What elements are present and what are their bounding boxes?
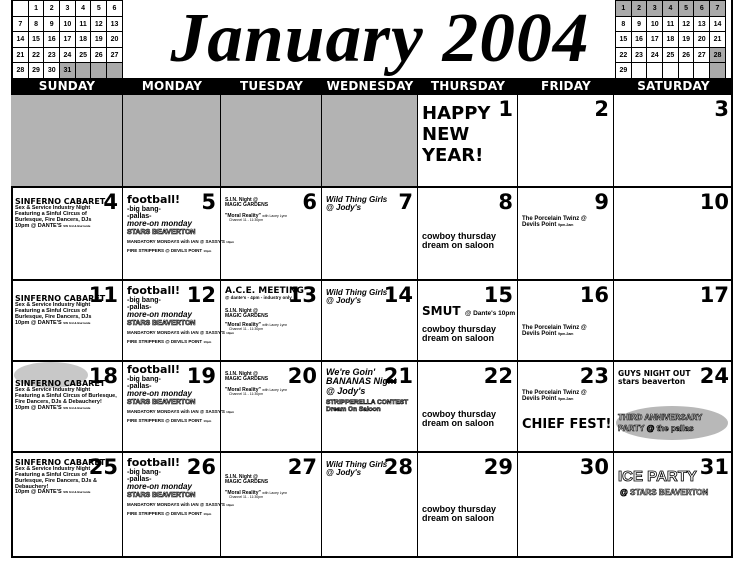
day-number: 11: [88, 283, 118, 307]
event-line: Wild Thing Girls: [326, 195, 388, 204]
event-line: -big bang-: [127, 296, 161, 304]
event-line: Featuring a Sinful Circus of Burlesque,: [15, 393, 117, 400]
event-line: GUYS NIGHT OUT: [618, 369, 691, 378]
mini-calendar-day: 24: [60, 48, 76, 64]
mini-calendar-day: 21: [710, 32, 726, 48]
event-title: SINFERNO CABARET: [15, 197, 106, 206]
mini-calendar-day: 1: [29, 1, 45, 17]
event-line: 10pm @ DANTE'S: [15, 319, 62, 326]
day-cell-20[interactable]: [221, 362, 322, 453]
event-line: STARS BEAVERTON: [127, 319, 196, 327]
event-line: MANDATORY MONDAYS with IAN @ SASSY'S: [127, 238, 225, 244]
day-number: 15: [483, 283, 513, 307]
event-title: football!: [127, 193, 181, 206]
anniversary-event: [618, 412, 702, 434]
mini-calendar-day: 22: [29, 48, 45, 64]
sinferno-event: [15, 198, 105, 229]
mini-calendar-day: 27: [694, 48, 710, 64]
event-line: MAGIC GARDENS: [225, 479, 269, 486]
mini-calendar-day: 13: [694, 17, 710, 33]
mini-calendar-day: 19: [679, 32, 695, 48]
event-title: football!: [127, 363, 181, 376]
day-cell-5[interactable]: [123, 188, 234, 281]
mini-calendar-day: [647, 63, 663, 79]
event-line: MANDATORY MONDAYS with IAN @ SASSY'S: [127, 329, 225, 335]
event-line: Devils Point: [522, 396, 557, 403]
mini-calendar-day: 10: [60, 17, 76, 33]
event-line: Channel 11 - 11:30pm: [229, 494, 264, 499]
mini-calendar-day: 29: [29, 63, 45, 79]
event-line: FIRE STRIPPERS @ DEVILS POINT: [127, 417, 203, 423]
event-subtext: 9pm-2am: [558, 223, 574, 228]
event-subtext: 10pm: [203, 339, 212, 344]
sinferno-event: [15, 295, 105, 326]
day-cell-23[interactable]: [518, 362, 614, 453]
day-number: 26: [186, 455, 216, 479]
day-number: 12: [186, 283, 216, 307]
event-title: SINFERNO CABARET: [15, 379, 106, 388]
mini-calendar-day: 17: [60, 32, 76, 48]
event-subtext: with Lacey Lynn: [262, 387, 288, 392]
sinferno-event: [15, 459, 105, 496]
mini-calendar-day: 6: [107, 1, 123, 17]
event-title: SMUT: [422, 304, 461, 318]
event-line: BANANAS Night: [326, 376, 397, 387]
event-title: SINFERNO CABARET: [15, 458, 106, 467]
day-number: 9: [594, 190, 609, 214]
event-line: Burlesque, Fire Dancers, DJs: [15, 313, 92, 320]
day-number: 16: [579, 283, 609, 307]
football-event: [127, 285, 234, 344]
event-line: 10pm @ DANTE'S: [15, 489, 62, 496]
mini-calendar-day: 3: [647, 1, 663, 17]
day-number: 30: [579, 455, 609, 479]
day-number: 4: [103, 190, 118, 214]
event-subtext: 10pm: [226, 330, 234, 335]
day-cell-9[interactable]: [518, 188, 614, 281]
mini-calendar-day: [694, 63, 710, 79]
event-line: more-on monday: [127, 219, 192, 229]
mini-calendar-day: 16: [44, 32, 60, 48]
football-event: [127, 194, 234, 253]
event-line: Channel 11 - 11:30pm: [229, 326, 264, 331]
day-cell-30[interactable]: [518, 453, 614, 558]
mini-calendar-day: 20: [107, 32, 123, 48]
day-cell-7[interactable]: [322, 188, 418, 281]
event-line: Dream On Saloon: [326, 406, 381, 414]
event-line: @ Jody's: [326, 385, 366, 396]
mini-calendar-day: 17: [647, 32, 663, 48]
guys-night-event: [618, 370, 691, 386]
sin-night-event: [225, 475, 287, 499]
event-line: Featuring a Sinful Circus of: [15, 472, 87, 479]
day-cell-3[interactable]: [614, 95, 733, 188]
day-cell-26[interactable]: [123, 453, 234, 558]
mini-calendar-day: 15: [616, 32, 632, 48]
event-subtext: SW 3rd & Burnside: [63, 223, 91, 228]
event-line: Wild Thing Girls: [326, 460, 388, 469]
event-line: Wild Thing Girls: [326, 288, 388, 297]
day-cell-29[interactable]: [418, 453, 518, 558]
mini-calendar-day: 26: [679, 48, 695, 64]
event-line: The Porcelain Twinz @: [522, 390, 587, 396]
mini-calendar-day: [91, 63, 107, 79]
cowboy-event: [422, 505, 496, 524]
calendar-grid: [11, 95, 733, 558]
event-line: Sex & Service Industry Night: [15, 466, 91, 473]
event-line: Featuring a Sinful Circus of: [15, 211, 87, 218]
mini-calendar-day: [13, 1, 29, 17]
cowboy-event: [422, 232, 496, 251]
wild-thing-event: [326, 461, 387, 478]
day-number: 31: [699, 455, 729, 479]
day-number: 22: [483, 364, 513, 388]
sin-night-event: [225, 198, 287, 222]
day-number: 1: [498, 97, 513, 121]
day-number: 7: [398, 190, 413, 214]
day-cell-19[interactable]: [123, 362, 234, 453]
day-cell-14[interactable]: [322, 281, 418, 362]
sinferno-event: [15, 380, 117, 411]
mini-calendar-day: 14: [13, 32, 29, 48]
day-cell-17[interactable]: [614, 281, 733, 362]
event-line: 10pm @ DANTE'S: [15, 404, 62, 411]
mini-calendar-day: 29: [616, 63, 632, 79]
weekday-tuesday: TUESDAY: [240, 79, 303, 93]
mini-calendar-day: 23: [44, 48, 60, 64]
day-number: 18: [88, 364, 118, 388]
weekday-header: [11, 78, 733, 95]
mini-calendar-day: [679, 63, 695, 79]
mini-calendar-day: 28: [710, 48, 726, 64]
mini-calendar-day: 5: [91, 1, 107, 17]
event-line: @ Jody's: [326, 468, 362, 478]
event-line: THIRD ANNIVERSARY: [618, 413, 703, 422]
mini-calendar-day: 18: [76, 32, 92, 48]
day-number: 20: [287, 364, 317, 388]
mini-calendar-day: 13: [107, 17, 123, 33]
day-number: 5: [201, 190, 216, 214]
event-line: STARS BEAVERTON: [127, 491, 196, 499]
mini-calendar-day: 4: [76, 1, 92, 17]
day-number: 28: [383, 455, 413, 479]
day-number: 25: [88, 455, 118, 479]
event-line: YEAR!: [422, 145, 484, 166]
event-subtext: 10pm: [203, 511, 212, 516]
event-subtext: 10pm: [226, 502, 234, 507]
mini-calendar-day: 12: [91, 17, 107, 33]
day-cell-24[interactable]: [614, 362, 733, 453]
day-cell-4[interactable]: [11, 188, 123, 281]
day-cell-21[interactable]: [322, 362, 418, 453]
event-subtext: SW 3rd & Burnside: [63, 405, 91, 410]
mini-calendar-day: [107, 63, 123, 79]
event-subtext: 9pm-2am: [558, 332, 574, 337]
event-line: FIRE STRIPPERS @ DEVILS POINT: [127, 338, 203, 344]
event-line: -pallas-: [127, 212, 152, 220]
weekday-thursday: THURSDAY: [430, 79, 506, 93]
mini-calendar-day: 28: [13, 63, 29, 79]
event-line: Fire Dancers, DJs & Debauchery!: [15, 398, 102, 405]
mini-calendar-day: 11: [663, 17, 679, 33]
event-line: cowboy thursday: [422, 324, 497, 334]
event-line: -big bang-: [127, 205, 161, 213]
event-line: dream on saloon: [422, 240, 495, 251]
mini-calendar-day: 31: [60, 63, 76, 79]
event-line: HAPPY: [422, 103, 491, 124]
page-title: January 2004: [170, 0, 590, 77]
happy-new-year-text: [422, 103, 490, 166]
porcelain-event: [522, 390, 587, 403]
chief-fest-text: CHIEF FEST!: [522, 417, 612, 432]
mini-calendar-day: 16: [632, 32, 648, 48]
event-line: S.I.N. Night @: [225, 308, 258, 315]
mini-calendar-day: 4: [663, 1, 679, 17]
mini-calendar-day: 5: [679, 1, 695, 17]
day-cell-18[interactable]: [11, 362, 123, 453]
day-cell-1[interactable]: [418, 95, 518, 188]
mini-calendar-day: 24: [647, 48, 663, 64]
event-line: The Porcelain Twinz @: [522, 216, 587, 222]
mini-calendar-day: 14: [710, 17, 726, 33]
event-subtext: 10pm: [226, 409, 234, 414]
mini-calendar-day: 21: [13, 48, 29, 64]
mini-calendar-day: [632, 63, 648, 79]
wild-thing-event: [326, 289, 387, 306]
mini-calendar-day: 27: [107, 48, 123, 64]
event-line: STARS BEAVERTON: [127, 228, 196, 236]
day-cell-28[interactable]: [322, 453, 418, 558]
event-line: cowboy thursday: [422, 504, 497, 514]
event-line: MAGIC GARDENS: [225, 376, 269, 383]
day-number: 17: [699, 283, 729, 307]
mini-calendar-day: 26: [91, 48, 107, 64]
event-subtext: 9pm-2am: [558, 397, 574, 402]
event-line: -big bang-: [127, 468, 161, 476]
mini-calendar-day: 9: [44, 17, 60, 33]
event-subtext: SW 3rd & Burnside: [63, 320, 91, 325]
event-line: stars beaverton: [618, 376, 686, 386]
day-cell-11[interactable]: [11, 281, 123, 362]
porcelain-event: [522, 216, 587, 229]
event-line: MANDATORY MONDAYS with IAN @ SASSY'S: [127, 408, 225, 414]
event-line: dream on saloon: [422, 333, 495, 344]
day-cell-15[interactable]: [418, 281, 518, 362]
event-line: STARS BEAVERTON: [127, 398, 196, 406]
day-number: 24: [699, 364, 729, 388]
day-cell-12[interactable]: [123, 281, 234, 362]
mini-calendar-day: [710, 63, 726, 79]
event-line: S.I.N. Night @: [225, 474, 258, 480]
day-number: 19: [186, 364, 216, 388]
smut-event: [422, 303, 515, 320]
event-subtext: 10pm: [203, 418, 212, 423]
day-number: 13: [287, 283, 317, 307]
mini-calendar-day: 8: [616, 17, 632, 33]
day-number: 2: [594, 97, 609, 121]
event-line: FIRE STRIPPERS @ DEVILS POINT: [127, 510, 203, 516]
weekday-friday: FRIDAY: [541, 79, 591, 93]
event-line: @ Jody's: [326, 203, 362, 213]
event-line: @ Jody's: [326, 296, 362, 306]
event-subtext: with Lacey Lynn: [262, 213, 288, 218]
weekday-monday: MONDAY: [141, 79, 203, 93]
day-cell-8[interactable]: [418, 188, 518, 281]
event-line: STRIPPERELLA CONTEST: [326, 399, 409, 407]
day-cell-empty: [221, 95, 322, 188]
day-number: 10: [699, 190, 729, 214]
ice-party-title: ICE PARTY: [618, 468, 697, 485]
sin-night-event: [225, 372, 287, 396]
mini-calendar-day: 6: [694, 1, 710, 17]
mini-calendar-day: 3: [60, 1, 76, 17]
event-line: Debauchery!: [15, 483, 49, 490]
event-line: S.I.N. Night @: [225, 197, 258, 203]
event-line: more-on monday: [127, 310, 192, 320]
event-line: Burlesque, Fire Dancers, DJs: [15, 216, 92, 223]
event-line: Featuring a Sinful Circus of: [15, 308, 87, 315]
day-number: 8: [498, 190, 513, 214]
event-title: SINFERNO CABARET: [15, 294, 106, 303]
event-line: Devils Point: [522, 222, 557, 229]
mini-calendar-day: 10: [647, 17, 663, 33]
event-subtext: 10pm: [203, 248, 212, 253]
day-cell-22[interactable]: [418, 362, 518, 453]
day-number: 14: [383, 283, 413, 307]
event-line: cowboy thursday: [422, 231, 497, 241]
event-line: Devils Point: [522, 331, 557, 338]
day-number: 27: [287, 455, 317, 479]
day-number: 23: [579, 364, 609, 388]
event-line: PARTY @ the pallas: [618, 424, 694, 433]
event-line: The Porcelain Twinz @: [522, 325, 587, 331]
event-subtext: 10pm: [226, 239, 234, 244]
event-line: MANDATORY MONDAYS with IAN @ SASSY'S: [127, 501, 225, 507]
day-cell-6[interactable]: [221, 188, 322, 281]
mini-calendar-day: 12: [679, 17, 695, 33]
mini-calendar-day: 18: [663, 32, 679, 48]
event-line: more-on monday: [127, 389, 192, 399]
mini-calendar-day: 15: [29, 32, 45, 48]
event-line: -big bang-: [127, 375, 161, 383]
bananas-event: [326, 368, 408, 414]
event-line: cowboy thursday: [422, 409, 497, 419]
mini-calendar-day: 25: [663, 48, 679, 64]
event-line: 10pm @ DANTE'S: [15, 222, 62, 229]
mini-calendar-day: 30: [44, 63, 60, 79]
event-line: more-on monday: [127, 482, 192, 492]
cowboy-event: [422, 410, 496, 429]
mini-calendar-day: 19: [91, 32, 107, 48]
day-number: 6: [302, 190, 317, 214]
day-cell-empty: [322, 95, 418, 188]
cowboy-event: [422, 325, 496, 344]
day-cell-25[interactable]: [11, 453, 123, 558]
mini-calendar-day: 2: [44, 1, 60, 17]
event-line: dream on saloon: [422, 418, 495, 429]
event-line: Channel 11 - 11:30pm: [229, 391, 264, 396]
day-cell-13[interactable]: [221, 281, 322, 362]
event-subtext: with Lacey Lynn: [262, 322, 288, 327]
event-line: @ Dante's 10pm: [464, 310, 516, 317]
porcelain-event: [522, 325, 587, 338]
mini-calendar-day: [663, 63, 679, 79]
day-cell-16[interactable]: [518, 281, 614, 362]
event-line: Sex & Service Industry Night: [15, 302, 91, 309]
day-number: 3: [714, 97, 729, 121]
event-line: -pallas-: [127, 475, 152, 483]
day-number: 29: [483, 455, 513, 479]
ice-party-venue: @ STARS BEAVERTON: [620, 488, 709, 497]
wild-thing-event: [326, 196, 387, 213]
event-title: A.C.E. MEETING: [225, 286, 304, 296]
mini-calendar-day: 2: [632, 1, 648, 17]
football-event: [127, 364, 234, 423]
event-line: NEW: [422, 124, 470, 145]
event-line: dream on saloon: [422, 513, 495, 524]
event-line: MAGIC GARDENS: [225, 313, 269, 320]
event-line: Burlesque, Fire Dancers, DJs &: [15, 477, 97, 484]
mini-calendar-day: [76, 63, 92, 79]
event-line: "Moral Reality": [225, 321, 261, 328]
mini-calendar-next: [615, 0, 726, 79]
event-line: MAGIC GARDENS: [225, 202, 269, 209]
football-event: [127, 457, 234, 516]
day-cell-2[interactable]: [518, 95, 614, 188]
day-cell-31[interactable]: [614, 453, 733, 558]
event-line: -pallas-: [127, 303, 152, 311]
mini-calendar-day: 11: [76, 17, 92, 33]
event-line: -pallas-: [127, 382, 152, 390]
event-line: @ dante's - 4pm - industry only: [225, 295, 292, 301]
weekday-sunday: SUNDAY: [38, 79, 96, 93]
event-line: We're Goin': [326, 367, 376, 377]
event-subtext: SW 3rd & Burnside: [63, 490, 91, 495]
mini-calendar-day: 20: [694, 32, 710, 48]
mini-calendar-day: 25: [76, 48, 92, 64]
event-line: Sex & Service Industry Night: [15, 387, 91, 394]
event-title: football!: [127, 284, 181, 297]
event-subtext: with Lacey Lynn: [262, 490, 288, 495]
event-line: "Moral Reality": [225, 212, 261, 219]
event-line: "Moral Reality": [225, 386, 261, 393]
day-cell-empty: [123, 95, 221, 188]
event-line: "Moral Reality": [225, 489, 261, 496]
event-line: FIRE STRIPPERS @ DEVILS POINT: [127, 247, 203, 253]
mini-calendar-day: 1: [616, 1, 632, 17]
day-number: 21: [383, 364, 413, 388]
day-cell-27[interactable]: [221, 453, 322, 558]
mini-calendar-day: 9: [632, 17, 648, 33]
event-title: football!: [127, 456, 181, 469]
mini-calendar-day: 7: [710, 1, 726, 17]
weekday-saturday: SATURDAY: [637, 79, 710, 93]
day-cell-10[interactable]: [614, 188, 733, 281]
event-line: Channel 11 - 11:30pm: [229, 217, 264, 222]
weekday-wednesday: WEDNESDAY: [326, 79, 414, 93]
ace-sin-events: [225, 287, 304, 332]
event-line: S.I.N. Night @: [225, 371, 258, 377]
event-line: Sex & Service Industry Night: [15, 205, 91, 212]
day-cell-empty: [11, 95, 123, 188]
mini-calendar-day: 7: [13, 17, 29, 33]
mini-calendar-day: 8: [29, 17, 45, 33]
mini-calendar-previous: [12, 0, 123, 79]
mini-calendar-day: 23: [632, 48, 648, 64]
mini-calendar-day: 22: [616, 48, 632, 64]
